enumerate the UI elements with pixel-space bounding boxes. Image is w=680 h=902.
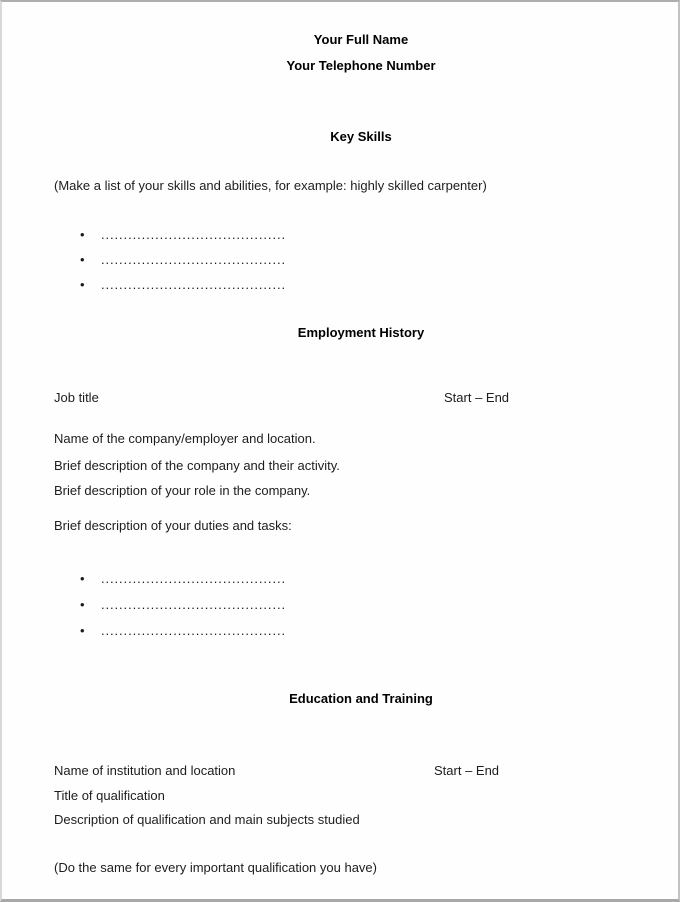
bullet-icon: •: [80, 571, 85, 586]
employment-date-range: Start – End: [444, 390, 510, 405]
key-skills-heading: Key Skills: [330, 129, 392, 144]
institution-row: [54, 763, 668, 778]
institution-label: Name of institution and location: [54, 763, 236, 778]
duty-bullet-line: [80, 571, 620, 586]
dotted-placeholder: .........................................: [101, 277, 286, 292]
bullet-icon: •: [80, 227, 85, 242]
job-title-label: Job title: [54, 390, 99, 405]
duties-label-line: Brief description of your duties and tasks:: [54, 518, 292, 533]
dotted-placeholder: .........................................: [101, 571, 286, 586]
qualification-description-line: Description of qualification and main subjects studied: [54, 812, 360, 827]
skill-bullet-line: [80, 277, 620, 292]
job-title-row: [54, 390, 668, 405]
dotted-placeholder: .........................................: [101, 623, 286, 638]
telephone-placeholder: Your Telephone Number: [286, 58, 436, 73]
dotted-placeholder: .........................................: [101, 252, 286, 267]
bullet-icon: •: [80, 597, 85, 612]
education-note-line: (Do the same for every important qualification you have): [54, 860, 377, 875]
company-name-line: Name of the company/employer and location.: [54, 431, 316, 446]
qualification-title-line: Title of qualification: [54, 788, 165, 803]
employment-history-heading: Employment History: [297, 325, 425, 340]
bullet-icon: •: [80, 623, 85, 638]
skill-bullet-line: [80, 252, 620, 267]
key-skills-hint: (Make a list of your skills and abilities, for example: highly skilled carpenter): [54, 178, 487, 193]
duty-bullet-line: [80, 623, 620, 638]
dotted-placeholder: .........................................: [101, 227, 286, 242]
bullet-icon: •: [80, 277, 85, 292]
full-name-placeholder: Your Full Name: [313, 32, 409, 47]
education-date-range: Start – End: [434, 763, 500, 778]
role-description-line: Brief description of your role in the company.: [54, 483, 311, 498]
duty-bullet-line: [80, 597, 620, 612]
dotted-placeholder: .........................................: [101, 597, 286, 612]
education-training-heading: Education and Training: [289, 691, 433, 706]
company-description-line: Brief description of the company and their activity.: [54, 458, 340, 473]
skill-bullet-line: [80, 227, 620, 242]
bullet-icon: •: [80, 252, 85, 267]
